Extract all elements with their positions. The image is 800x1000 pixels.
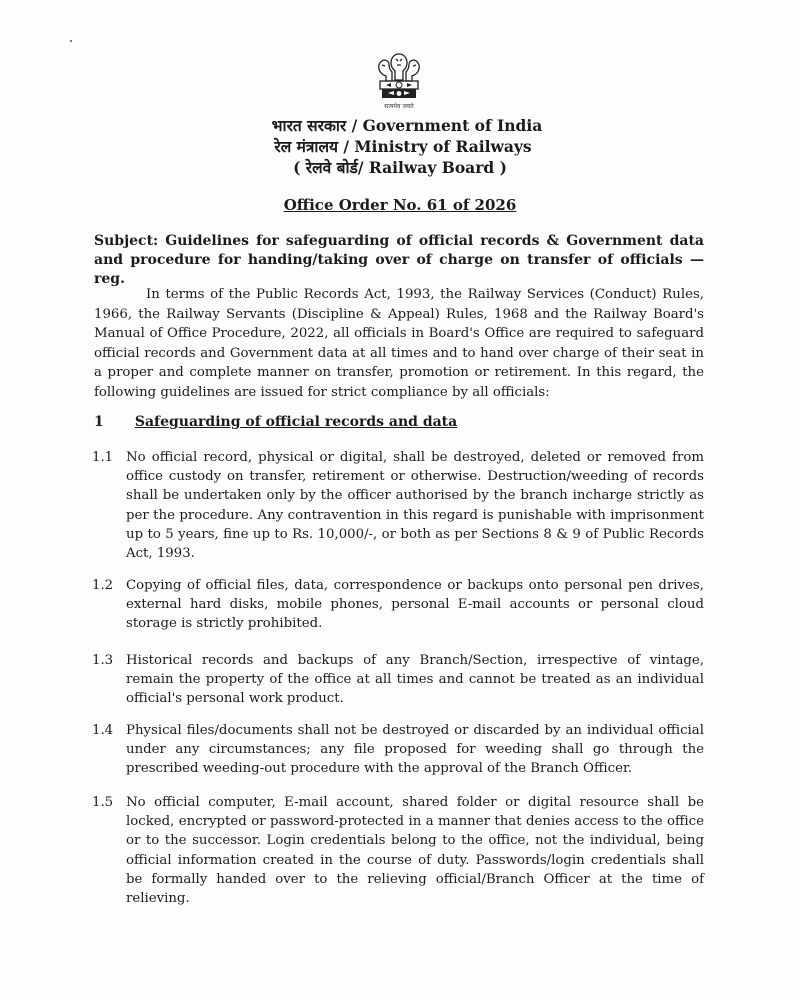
section-heading: [94, 414, 704, 430]
paragraph-text: No official record, physical or digital, shall be destroyed, deleted or removed from office custody on transfer, retirement or otherwise. Destruction/weeding of records shall be undertaken only by the officer authorised by the branch incharge strictly as per the procedure. Any contravention in this regard is punishable with imprisonment up to 5 years, fine up to Rs. 10,000/-, or both as per Sections 8 & 9 of Public Records Act, 1993.: [126, 450, 704, 562]
paragraph-1-2: [92, 576, 704, 634]
paragraph-1-5: [92, 793, 704, 908]
paragraph-text: No official computer, E-mail account, shared folder or digital resource shall be locked, encrypted or password-protected in a manner that denies access to the office or to the successor. Login credentials belong to the office, not the individual, being official information created in the course of duty. Passwords/login credentials shall be formally handed over to the relieving official/Branch Officer at the time of relieving.: [126, 795, 704, 907]
paragraph-text: Physical files/documents shall not be destroyed or discarded by an individual official under any circumstances; any file proposed for weeding shall go through the prescribed weeding-out procedure with the approval of the Branch Officer.: [126, 723, 704, 777]
office-order-number: Office Order No. 61 of 2026: [283, 196, 517, 214]
section-title: Safeguarding of official records and data: [134, 414, 458, 430]
paragraph-text: Historical records and backups of any Branch/Section, irrespective of vintage, remain the property of the office at all times and cannot be treated as an individual official's personal work product.: [126, 653, 704, 707]
paragraph-number: 1.5: [92, 795, 114, 810]
header-ministry: रेल मंत्रालय / Ministry of Railways: [274, 137, 532, 156]
subject-line: Subject: Guidelines for safeguarding of official records & Government data and procedure for handing/taking over of charge on transfer of officials — reg.: [94, 233, 704, 287]
emblem-motto: सत्यमेव जयते: [384, 103, 414, 110]
paragraph-number: 1.1: [92, 450, 114, 465]
header-government: भारत सरकार / Government of India: [271, 116, 543, 135]
paragraph-text: Copying of official files, data, correspondence or backups onto personal pen drives, external hard disks, mobile phones, personal E-mail accounts or personal cloud storage is strictly prohibited.: [126, 578, 704, 632]
section-number: 1: [94, 414, 104, 430]
letterhead: [0, 115, 800, 178]
paragraph-number: 1.3: [92, 653, 114, 668]
paragraph-1-3: [92, 651, 704, 709]
paragraph-number: 1.2: [92, 578, 114, 593]
header-board: ( रेलवे बोर्ड/ Railway Board ): [293, 158, 507, 177]
intro-paragraph: In terms of the Public Records Act, 1993, the Railway Services (Conduct) Rules, 1966, the Railway Servants (Discipline & Appeal) Rules, 1968 and the Railway Board's Manual of Office Procedure, 2022, all officials in Board's Office are required to safeguard official records and Government data at all times and to hand over charge of their seat in a proper and complete manner on transfer, promotion or retirement. In this regard, the following guidelines are issued for strict compliance by all officials:: [94, 287, 704, 400]
scan-speck: [70, 40, 72, 42]
paragraph-1-1: [92, 448, 704, 563]
paragraph-1-4: [92, 721, 704, 779]
paragraph-number: 1.4: [92, 723, 114, 738]
